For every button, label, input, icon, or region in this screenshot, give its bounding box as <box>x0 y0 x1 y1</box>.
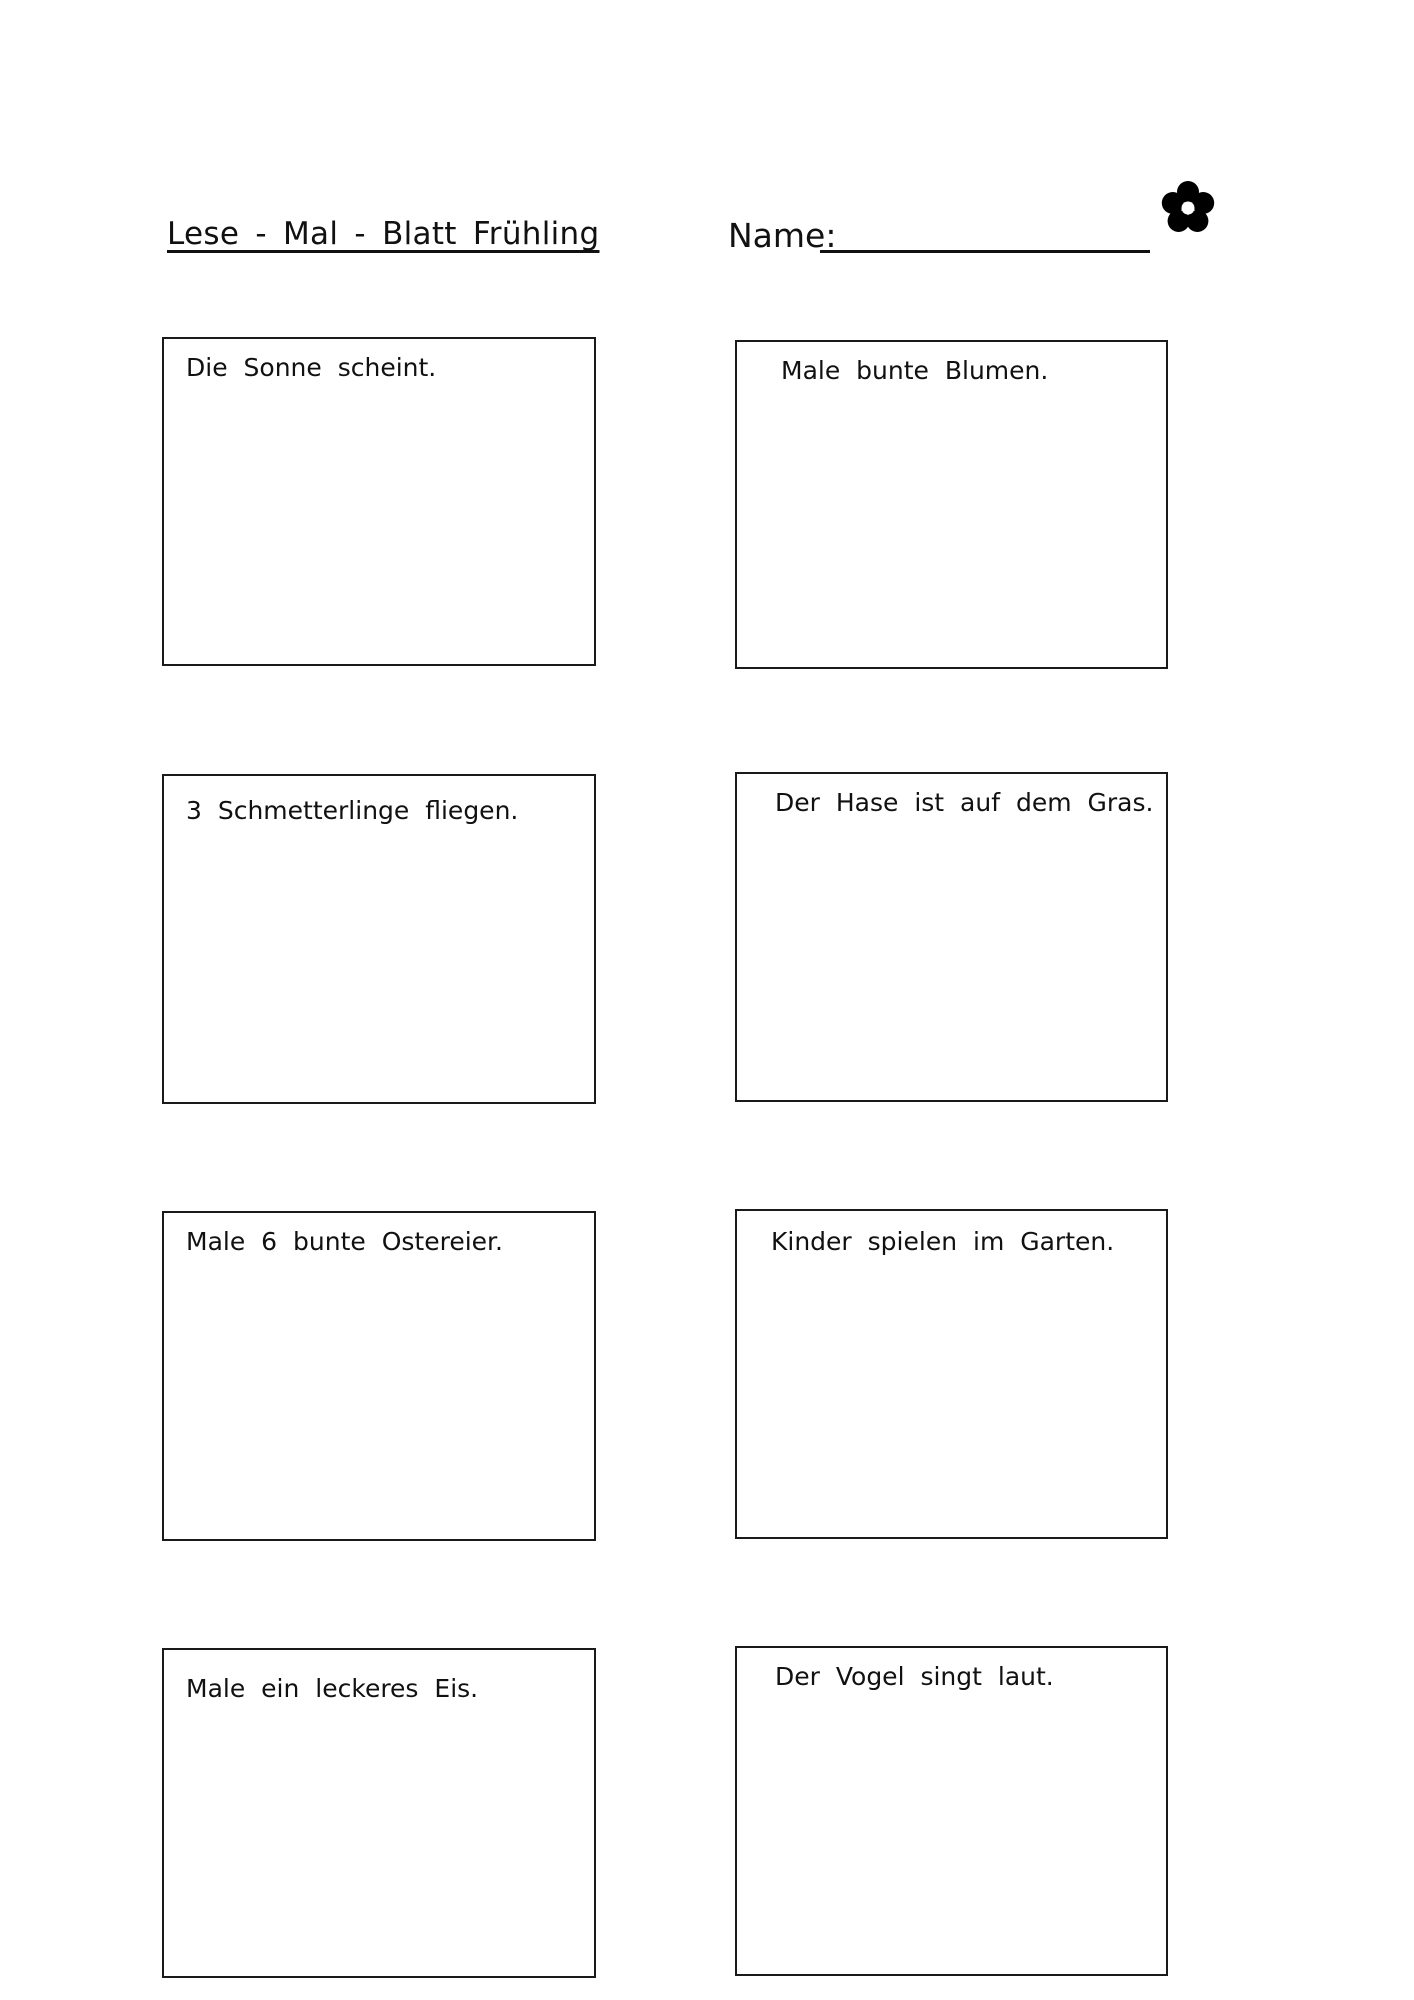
drawing-box-flowers[interactable] <box>735 340 1168 669</box>
name-label: Name: <box>728 216 837 255</box>
box-instruction: Der Hase ist auf dem Gras. <box>775 788 1154 817</box>
drawing-box-easter-eggs[interactable] <box>162 1211 596 1541</box>
drawing-box-butterflies[interactable] <box>162 774 596 1104</box>
box-instruction: Male 6 bunte Ostereier. <box>186 1227 503 1256</box>
flower-icon <box>1158 178 1218 238</box>
box-instruction: Die Sonne scheint. <box>186 353 437 382</box>
box-instruction: 3 Schmetterlinge fliegen. <box>186 796 519 825</box>
drawing-box-rabbit[interactable] <box>735 772 1168 1102</box>
box-instruction: Kinder spielen im Garten. <box>771 1227 1115 1256</box>
box-instruction: Male bunte Blumen. <box>781 356 1049 385</box>
drawing-box-bird[interactable] <box>735 1646 1168 1976</box>
box-instruction: Male ein leckeres Eis. <box>186 1674 479 1703</box>
drawing-box-sun[interactable] <box>162 337 596 666</box>
worksheet-title: Lese - Mal - Blatt Frühling <box>167 216 600 252</box>
box-instruction: Der Vogel singt laut. <box>775 1662 1054 1691</box>
name-write-line[interactable] <box>820 250 1150 253</box>
drawing-box-garden[interactable] <box>735 1209 1168 1539</box>
drawing-box-ice-cream[interactable] <box>162 1648 596 1978</box>
